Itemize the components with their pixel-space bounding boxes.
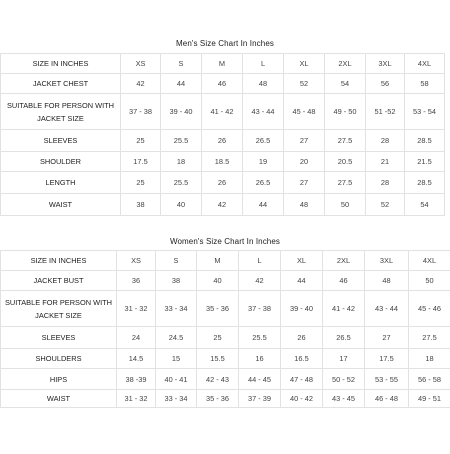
size-header-cell: L bbox=[243, 54, 284, 74]
table-cell: 25.5 bbox=[239, 327, 281, 349]
table-row bbox=[1, 130, 445, 152]
table-cell: 40 bbox=[197, 271, 239, 291]
table-cell: 43 - 44 bbox=[365, 291, 409, 327]
table-cell: 58 bbox=[405, 74, 445, 94]
table-cell: 18 bbox=[161, 152, 202, 172]
table-cell: 50 bbox=[325, 194, 366, 216]
table-cell: 56 - 58 bbox=[409, 369, 450, 390]
table-cell: 15.5 bbox=[197, 349, 239, 369]
table-cell: 48 bbox=[243, 74, 284, 94]
table-cell: 46 bbox=[202, 74, 243, 94]
table-cell: 17.5 bbox=[365, 349, 409, 369]
row-label: SHOULDERS bbox=[1, 349, 117, 369]
row-label: WAIST bbox=[1, 390, 117, 408]
size-header-cell: 3XL bbox=[366, 54, 405, 74]
table-cell: 44 - 45 bbox=[239, 369, 281, 390]
table-cell: 27 bbox=[284, 172, 325, 194]
row-label: SUITABLE FOR PERSON WITH JACKET SIZE bbox=[1, 94, 121, 130]
table-cell: 18 bbox=[409, 349, 450, 369]
table-cell: 27.5 bbox=[409, 327, 450, 349]
table-cell: 24 bbox=[117, 327, 156, 349]
row-label: SIZE IN INCHES bbox=[1, 251, 117, 271]
table-row bbox=[1, 194, 445, 216]
table-cell: 31 - 32 bbox=[117, 291, 156, 327]
size-header-cell: S bbox=[161, 54, 202, 74]
table-cell: 45 - 48 bbox=[284, 94, 325, 130]
row-label: SIZE IN INCHES bbox=[1, 54, 121, 74]
table-cell: 33 - 34 bbox=[156, 390, 197, 408]
table-cell: 43 - 44 bbox=[243, 94, 284, 130]
table-cell: 49 - 50 bbox=[325, 94, 366, 130]
table-cell: 40 - 42 bbox=[281, 390, 323, 408]
table-cell: 38 bbox=[121, 194, 161, 216]
table-row bbox=[1, 390, 450, 408]
men-size-table bbox=[0, 53, 445, 216]
table-row bbox=[1, 152, 445, 172]
size-header-cell: 2XL bbox=[325, 54, 366, 74]
size-header-cell: XL bbox=[281, 251, 323, 271]
table-cell: 51 -52 bbox=[366, 94, 405, 130]
table-cell: 44 bbox=[281, 271, 323, 291]
table-cell: 50 - 52 bbox=[323, 369, 365, 390]
size-header-cell: L bbox=[239, 251, 281, 271]
table-cell: 54 bbox=[325, 74, 366, 94]
men-chart-title: Men's Size Chart In Inches bbox=[176, 39, 274, 48]
table-cell: 26 bbox=[202, 130, 243, 152]
table-cell: 16.5 bbox=[281, 349, 323, 369]
table-cell: 37 - 38 bbox=[121, 94, 161, 130]
size-header-cell: 4XL bbox=[405, 54, 445, 74]
table-cell: 37 - 39 bbox=[239, 390, 281, 408]
table-cell: 19 bbox=[243, 152, 284, 172]
table-row bbox=[1, 291, 450, 327]
table-cell: 26.5 bbox=[323, 327, 365, 349]
table-cell: 28 bbox=[366, 130, 405, 152]
row-label: JACKET BUST bbox=[1, 271, 117, 291]
table-row bbox=[1, 54, 445, 74]
table-cell: 16 bbox=[239, 349, 281, 369]
table-row bbox=[1, 172, 445, 194]
table-cell: 28.5 bbox=[405, 130, 445, 152]
table-cell: 37 - 38 bbox=[239, 291, 281, 327]
table-cell: 41 - 42 bbox=[202, 94, 243, 130]
table-row bbox=[1, 74, 445, 94]
size-header-cell: 3XL bbox=[365, 251, 409, 271]
table-cell: 43 - 45 bbox=[323, 390, 365, 408]
table-cell: 35 - 36 bbox=[197, 390, 239, 408]
table-cell: 27 bbox=[284, 130, 325, 152]
table-cell: 46 bbox=[323, 271, 365, 291]
table-cell: 42 bbox=[202, 194, 243, 216]
table-cell: 27.5 bbox=[325, 172, 366, 194]
row-label: SLEEVES bbox=[1, 327, 117, 349]
table-cell: 42 - 43 bbox=[197, 369, 239, 390]
table-cell: 36 bbox=[117, 271, 156, 291]
women-chart-title: Women's Size Chart In Inches bbox=[169, 237, 280, 246]
women-size-table bbox=[0, 250, 450, 408]
size-header-cell: M bbox=[202, 54, 243, 74]
table-cell: 56 bbox=[366, 74, 405, 94]
table-cell: 50 bbox=[409, 271, 450, 291]
table-row bbox=[1, 94, 445, 130]
table-cell: 14.5 bbox=[117, 349, 156, 369]
row-label: SLEEVES bbox=[1, 130, 121, 152]
table-cell: 39 - 40 bbox=[161, 94, 202, 130]
table-row bbox=[1, 369, 450, 390]
table-cell: 28.5 bbox=[405, 172, 445, 194]
table-cell: 38 -39 bbox=[117, 369, 156, 390]
row-label: LENGTH bbox=[1, 172, 121, 194]
size-header-cell: M bbox=[197, 251, 239, 271]
table-cell: 26 bbox=[281, 327, 323, 349]
table-cell: 41 - 42 bbox=[323, 291, 365, 327]
size-header-cell: XS bbox=[117, 251, 156, 271]
table-cell: 46 - 48 bbox=[365, 390, 409, 408]
table-cell: 44 bbox=[161, 74, 202, 94]
table-cell: 48 bbox=[284, 194, 325, 216]
size-header-cell: XL bbox=[284, 54, 325, 74]
table-cell: 33 - 34 bbox=[156, 291, 197, 327]
size-header-cell: 4XL bbox=[409, 251, 450, 271]
table-cell: 17.5 bbox=[121, 152, 161, 172]
table-cell: 25 bbox=[197, 327, 239, 349]
table-row bbox=[1, 271, 450, 291]
table-row bbox=[1, 251, 450, 271]
table-cell: 17 bbox=[323, 349, 365, 369]
table-cell: 25 bbox=[121, 172, 161, 194]
size-header-cell: 2XL bbox=[323, 251, 365, 271]
table-cell: 54 bbox=[405, 194, 445, 216]
table-cell: 26.5 bbox=[243, 172, 284, 194]
size-header-cell: XS bbox=[121, 54, 161, 74]
table-cell: 26.5 bbox=[243, 130, 284, 152]
table-cell: 40 - 41 bbox=[156, 369, 197, 390]
table-cell: 35 - 36 bbox=[197, 291, 239, 327]
row-label: SUITABLE FOR PERSON WITH JACKET SIZE bbox=[1, 291, 117, 327]
table-row bbox=[1, 327, 450, 349]
table-cell: 40 bbox=[161, 194, 202, 216]
size-header-cell: S bbox=[156, 251, 197, 271]
table-cell: 49 - 51 bbox=[409, 390, 450, 408]
table-cell: 31 - 32 bbox=[117, 390, 156, 408]
table-cell: 52 bbox=[366, 194, 405, 216]
table-cell: 28 bbox=[366, 172, 405, 194]
table-cell: 39 - 40 bbox=[281, 291, 323, 327]
table-cell: 25.5 bbox=[161, 130, 202, 152]
table-cell: 18.5 bbox=[202, 152, 243, 172]
row-label: HIPS bbox=[1, 369, 117, 390]
table-cell: 26 bbox=[202, 172, 243, 194]
table-cell: 25.5 bbox=[161, 172, 202, 194]
table-cell: 20 bbox=[284, 152, 325, 172]
table-row bbox=[1, 349, 450, 369]
table-cell: 27 bbox=[365, 327, 409, 349]
table-cell: 42 bbox=[239, 271, 281, 291]
table-cell: 38 bbox=[156, 271, 197, 291]
table-cell: 25 bbox=[121, 130, 161, 152]
table-cell: 21 bbox=[366, 152, 405, 172]
table-cell: 47 - 48 bbox=[281, 369, 323, 390]
table-cell: 48 bbox=[365, 271, 409, 291]
row-label: JACKET CHEST bbox=[1, 74, 121, 94]
table-cell: 53 - 55 bbox=[365, 369, 409, 390]
table-cell: 21.5 bbox=[405, 152, 445, 172]
table-cell: 42 bbox=[121, 74, 161, 94]
table-cell: 44 bbox=[243, 194, 284, 216]
row-label: SHOULDER bbox=[1, 152, 121, 172]
table-cell: 24.5 bbox=[156, 327, 197, 349]
table-cell: 45 - 46 bbox=[409, 291, 450, 327]
table-cell: 53 - 54 bbox=[405, 94, 445, 130]
table-cell: 15 bbox=[156, 349, 197, 369]
table-cell: 27.5 bbox=[325, 130, 366, 152]
table-cell: 20.5 bbox=[325, 152, 366, 172]
table-cell: 52 bbox=[284, 74, 325, 94]
row-label: WAIST bbox=[1, 194, 121, 216]
